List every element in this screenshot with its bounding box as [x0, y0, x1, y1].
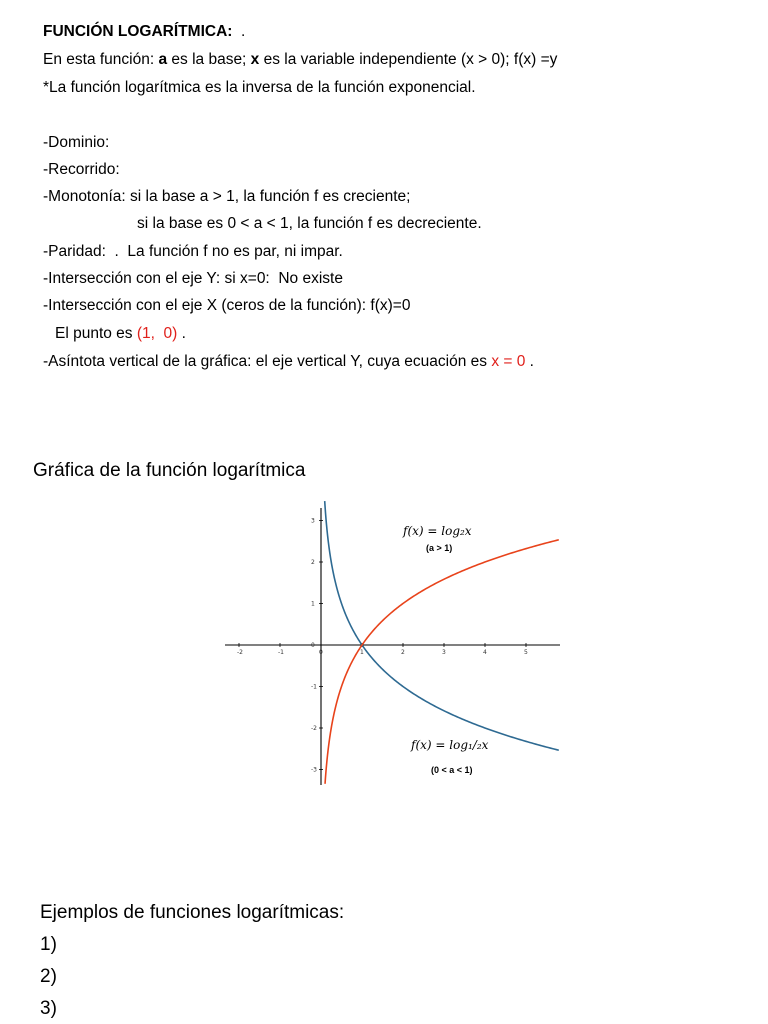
punto-suffix: . [177, 325, 186, 342]
example-item-3: 3) [40, 998, 57, 1019]
interseccion-y-line: -Intersección con el eje Y: si x=0: No existe [43, 270, 343, 287]
definition-text-2: es la base; [167, 51, 251, 68]
condition-log-half: (0 < a < 1) [431, 765, 473, 775]
definition-line [43, 50, 557, 70]
punto-line [55, 324, 186, 344]
y-tick-label: 3 [311, 517, 315, 525]
y-tick-label: -2 [311, 725, 317, 732]
interseccion-x-line: -Intersección con el eje X (ceros de la función): f(x)=0 [43, 297, 411, 314]
condition-log2: (a > 1) [426, 543, 453, 553]
example-item-1: 1) [40, 934, 57, 955]
asintota-prefix: -Asíntota vertical de la gráfica: el eje vertical Y, cuya ecuación es [43, 353, 492, 370]
definition-text-3: es la variable independiente (x > 0); f(x) =y [259, 51, 558, 68]
y-tick-label: 1 [311, 600, 315, 608]
x-tick-label: 5 [524, 649, 528, 656]
x-tick-label: -1 [278, 649, 284, 656]
graph-axes [225, 508, 560, 785]
log-function-graph [225, 500, 560, 785]
base-variable-a: a [158, 51, 168, 68]
title-line [43, 22, 245, 42]
examples-title: Ejemplos de funciones logarítmicas: [40, 902, 345, 923]
asintota-line [43, 352, 534, 372]
punto-prefix: El punto es [55, 325, 137, 342]
y-tick-label: -1 [311, 683, 317, 691]
definition-text-1: En esta función: [43, 51, 159, 68]
x-tick-label: -2 [237, 649, 243, 656]
dominio-line: -Dominio: [43, 134, 110, 151]
x-tick-label: 2 [401, 649, 405, 656]
equation-log-half: f(x) = log₁/₂x [411, 738, 489, 752]
monotonia-line-1: -Monotonía: si la base a > 1, la función f es creciente; [43, 188, 411, 205]
equation-log2: f(x) = log₂x [403, 524, 472, 538]
x-tick-label: 3 [442, 649, 446, 656]
monotonia-line-2: si la base es 0 < a < 1, la función f es decreciente. [137, 215, 482, 232]
y-tick-label: 0 [311, 642, 315, 649]
series-log-half-curve [325, 501, 559, 750]
asintota-value: x = 0 [491, 353, 526, 370]
y-tick-label: 2 [311, 559, 315, 566]
graph-heading: Gráfica de la función logarítmica [33, 460, 306, 481]
x-tick-label: 0 [319, 649, 323, 656]
variable-x: x [250, 51, 260, 68]
x-tick-label: 4 [483, 649, 487, 656]
punto-value: (1, 0) [136, 325, 178, 342]
page-title: FUNCIÓN LOGARÍTMICA: [43, 23, 233, 40]
x-tick-label: 1 [360, 649, 364, 656]
recorrido-line: -Recorrido: [43, 161, 120, 178]
title-suffix: . [232, 23, 246, 40]
asintota-suffix: . [525, 353, 534, 370]
paridad-line: -Paridad: . La función f no es par, ni impar. [43, 243, 343, 260]
y-tick-label: -3 [311, 766, 317, 774]
inverse-note: *La función logarítmica es la inversa de la función exponencial. [43, 79, 476, 96]
example-item-2: 2) [40, 966, 57, 987]
